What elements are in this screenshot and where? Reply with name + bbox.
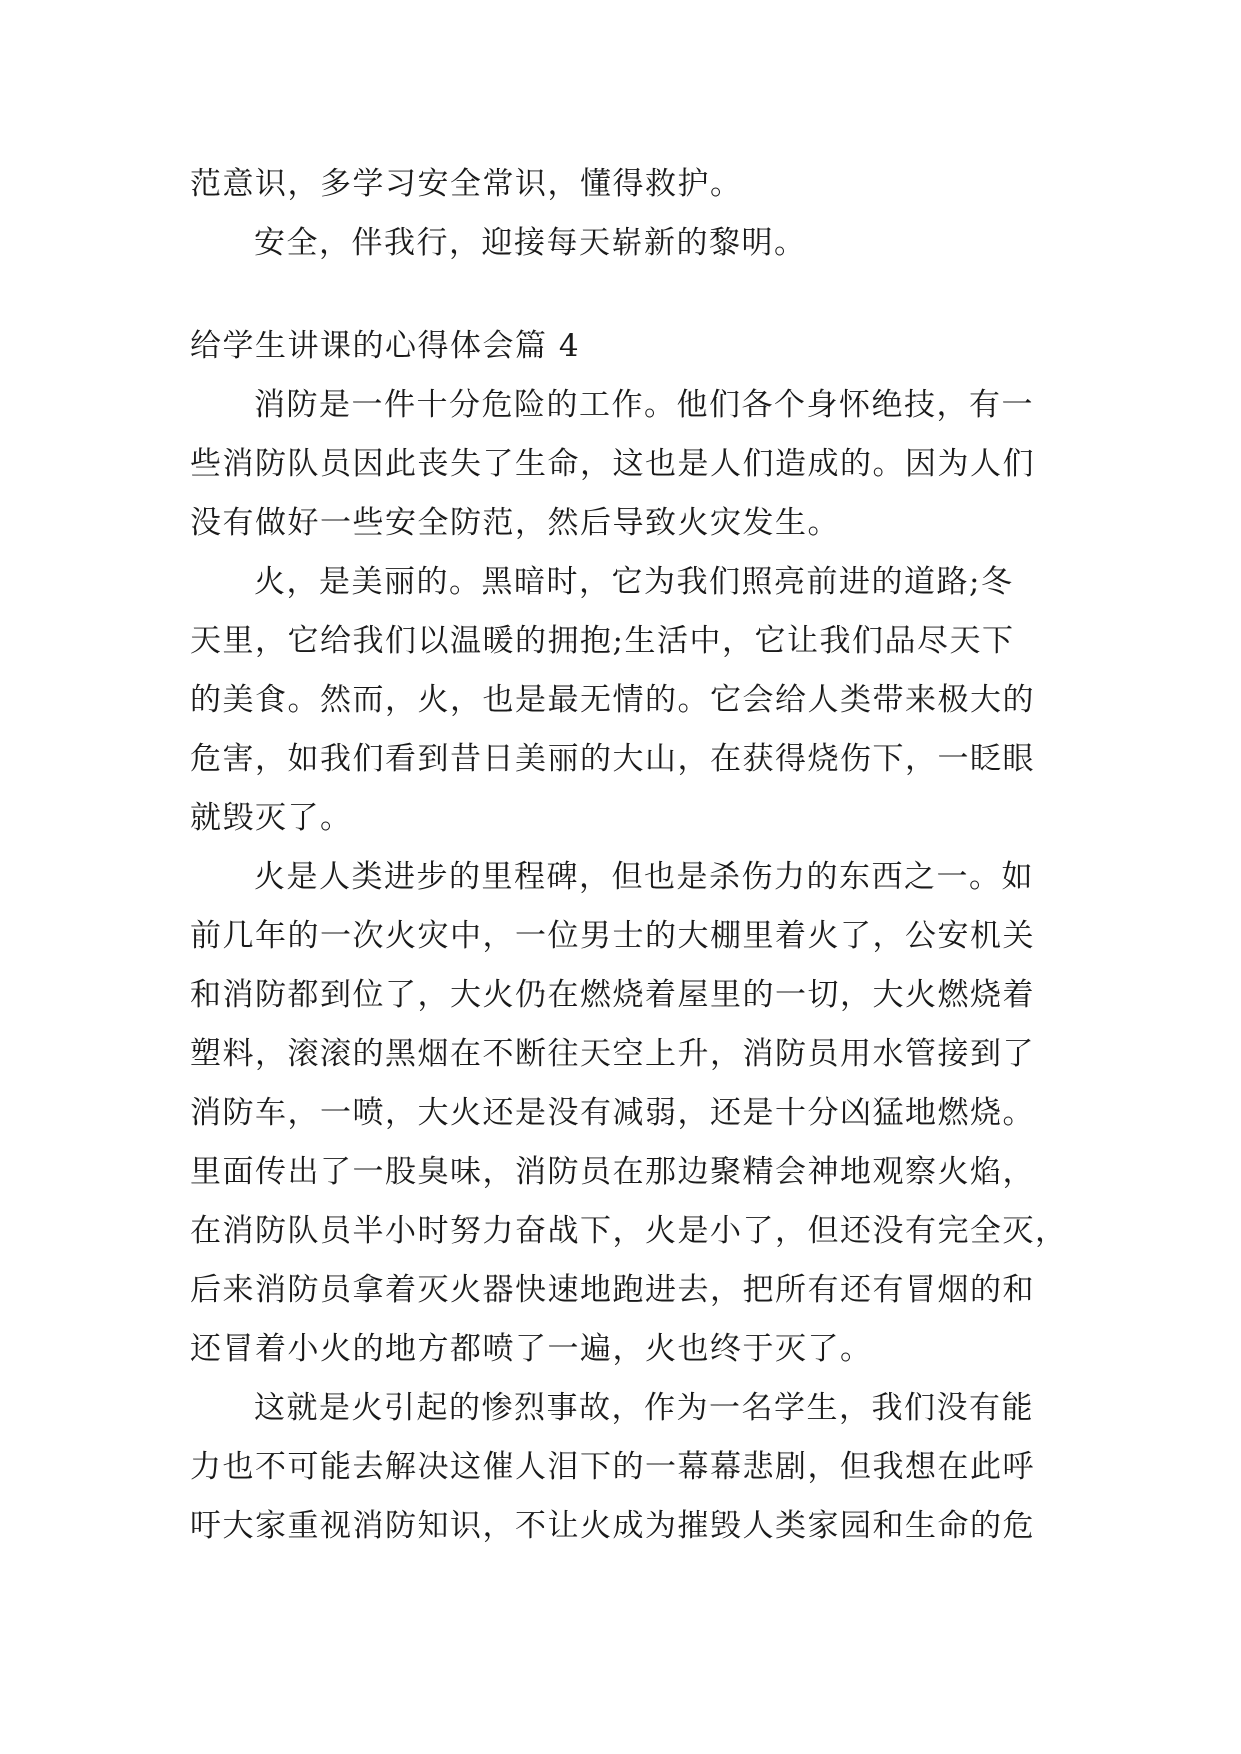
text-line: 消防是一件十分危险的工作。他们各个身怀绝技，有一 <box>254 387 1034 423</box>
text-line: 和消防都到位了，大火仍在燃烧着屋里的一切，大火燃烧着 <box>190 977 1035 1013</box>
text-line: 里面传出了一股臭味，消防员在那边聚精会神地观察火焰， <box>190 1154 1035 1190</box>
text-line: 还冒着小火的地方都喷了一遍，火也终于灭了。 <box>190 1331 873 1367</box>
text-line: 前几年的一次火灾中，一位男士的大棚里着火了，公安机关 <box>190 918 1035 954</box>
text-line: 没有做好一些安全防范，然后导致火灾发生。 <box>190 505 840 541</box>
text-line: 这就是火引起的惨烈事故，作为一名学生，我们没有能 <box>254 1390 1034 1426</box>
text-line: 危害，如我们看到昔日美丽的大山，在获得烧伤下，一眨眼 <box>190 741 1035 777</box>
text-line: 后来消防员拿着灭火器快速地跑进去，把所有还有冒烟的和 <box>190 1272 1035 1308</box>
text-line: 火，是美丽的。黑暗时，它为我们照亮前进的道路;冬 <box>254 564 1014 600</box>
document-body <box>190 155 1068 1556</box>
text-line: 天里，它给我们以温暖的拥抱;生活中，它让我们品尽天下 <box>190 623 1015 659</box>
text-line: 些消防队员因此丧失了生命，这也是人们造成的。因为人们 <box>190 446 1035 482</box>
text-line: 安全，伴我行，迎接每天崭新的黎明。 <box>254 225 807 261</box>
section-heading: 给学生讲课的心得体会篇 4 <box>190 328 581 364</box>
text-line: 消防车，一喷，大火还是没有减弱，还是十分凶猛地燃烧。 <box>190 1095 1035 1131</box>
section-gap <box>190 273 1050 317</box>
text-line: 火是人类进步的里程碑，但也是杀伤力的东西之一。如 <box>254 859 1034 895</box>
text-line: 塑料，滚滚的黑烟在不断往天空上升，消防员用水管接到了 <box>190 1036 1035 1072</box>
text-line: 的美食。然而，火，也是最无情的。它会给人类带来极大的 <box>190 682 1035 718</box>
text-line: 吁大家重视消防知识，不让火成为摧毁人类家园和生命的危 <box>190 1508 1035 1544</box>
text-line: 力也不可能去解决这催人泪下的一幕幕悲剧，但我想在此呼 <box>190 1449 1035 1485</box>
text-line: 在消防队员半小时努力奋战下，火是小了，但还没有完全灭， <box>190 1213 1068 1249</box>
text-line: 范意识，多学习安全常识，懂得救护。 <box>190 166 743 202</box>
text-line: 就毁灭了。 <box>190 800 353 836</box>
